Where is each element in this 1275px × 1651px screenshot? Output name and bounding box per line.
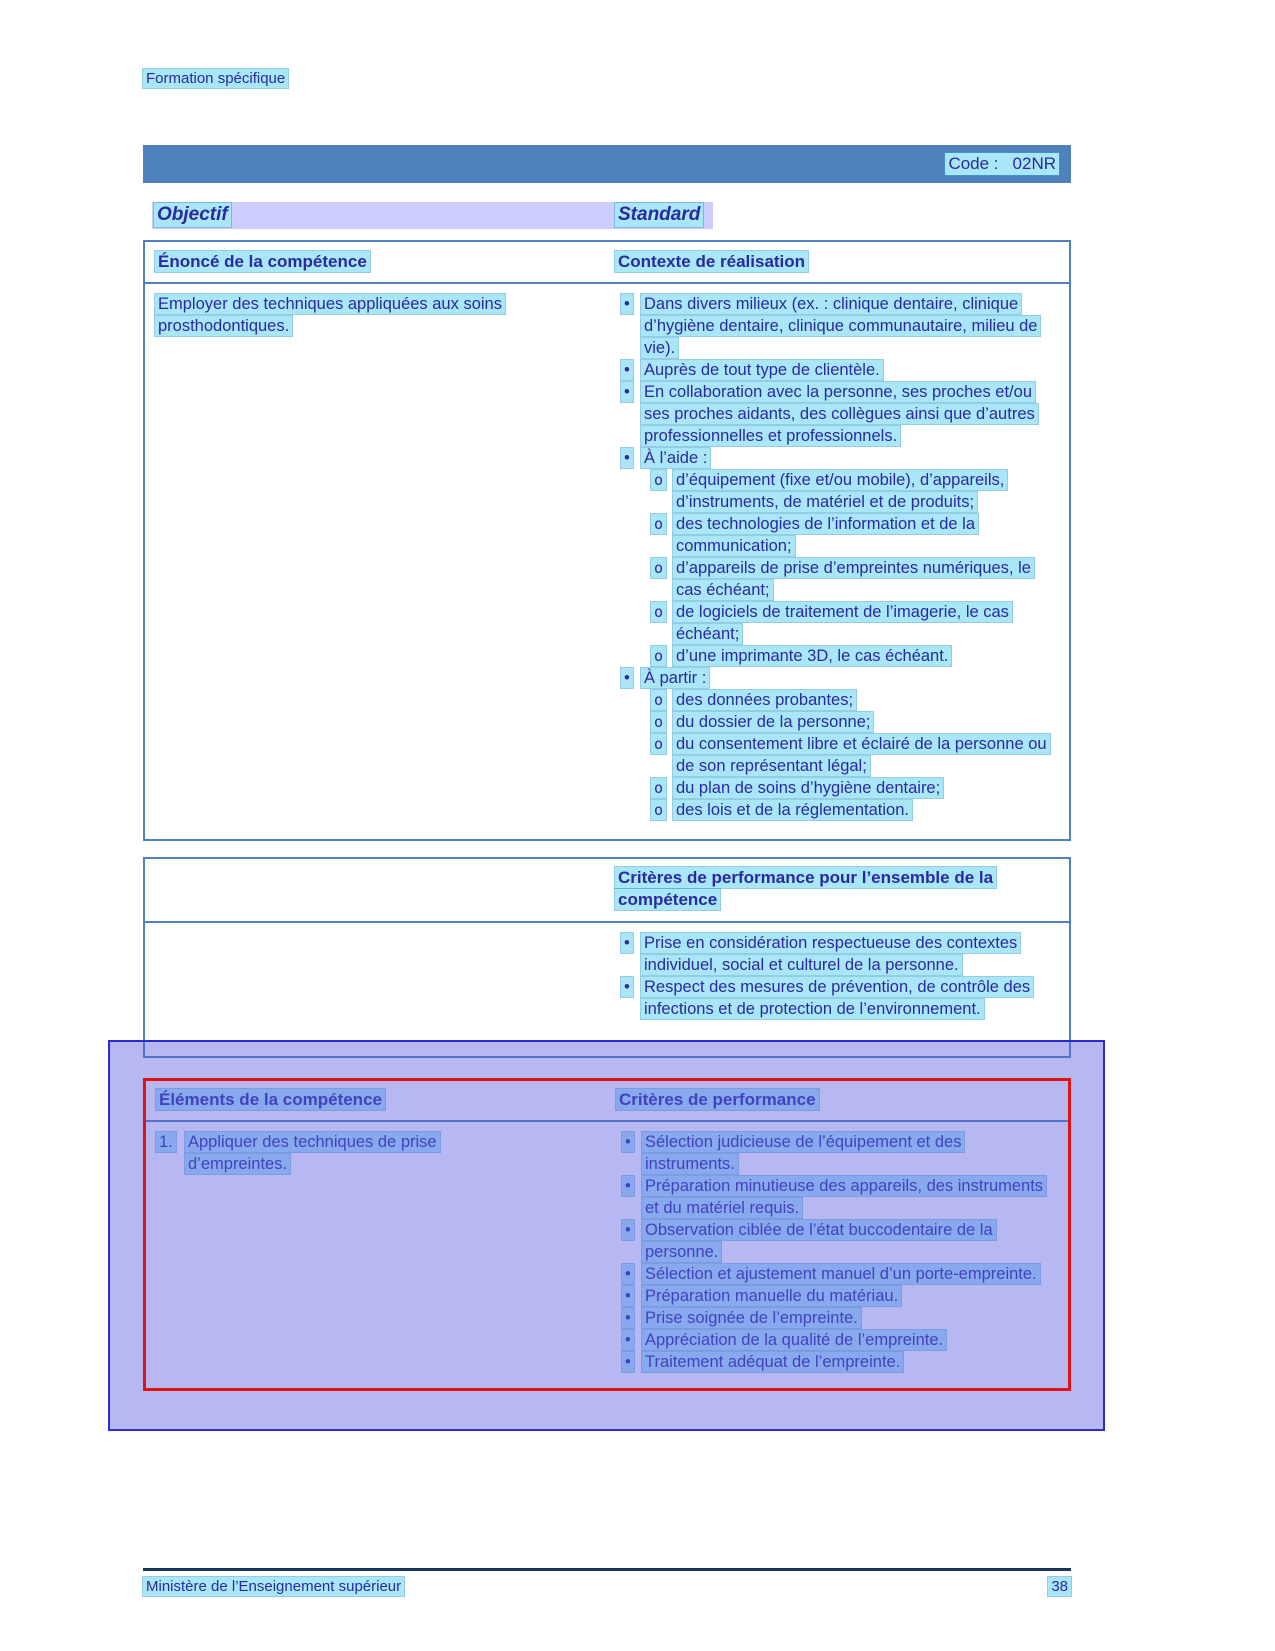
list-item-text: Dans divers milieux (ex. : clinique dentaire, clinique d’hygiène dentaire, clinique communautaire, milieu de vie). bbox=[641, 294, 1040, 358]
bullet-icon: • bbox=[615, 381, 641, 403]
list-item bbox=[615, 447, 1053, 469]
list-item-text: En collaboration avec la personne, ses proches et/ou ses proches aidants, des collègues ainsi que d’autres professionnelles et professionnels. bbox=[641, 382, 1038, 446]
list-item bbox=[616, 1351, 1052, 1373]
col-header-contexte: Contexte de réalisation bbox=[615, 251, 808, 272]
bullet-icon: • bbox=[615, 359, 641, 381]
list-item-text: Préparation manuelle du matériau. bbox=[642, 1286, 901, 1306]
list-item-text: des lois et de la réglementation. bbox=[673, 800, 912, 820]
list-item bbox=[645, 733, 1053, 777]
list-item-text: Sélection judicieuse de l’équipement et des instruments. bbox=[642, 1132, 964, 1174]
element-item bbox=[156, 1131, 598, 1175]
list-item bbox=[645, 557, 1053, 601]
elements-table-body bbox=[146, 1122, 1068, 1373]
bullet-icon: • bbox=[616, 1219, 642, 1241]
list-item-text: du dossier de la personne; bbox=[673, 712, 873, 732]
objectif-heading: Objectif bbox=[154, 203, 231, 227]
performance-criteria-body bbox=[145, 923, 1069, 1020]
performance-criteria-table bbox=[143, 857, 1071, 1058]
footer-page-number: 38 bbox=[1048, 1577, 1071, 1596]
bullet-icon: • bbox=[616, 1263, 642, 1285]
bullet-icon: • bbox=[616, 1175, 642, 1197]
bullet-icon: • bbox=[615, 932, 641, 954]
list-item-text: Observation ciblée de l’état buccodentaire de la personne. bbox=[642, 1220, 996, 1262]
list-item bbox=[616, 1175, 1052, 1219]
circle-bullet-icon: o bbox=[645, 799, 673, 821]
circle-bullet-icon: o bbox=[645, 733, 673, 755]
bullet-icon: • bbox=[615, 667, 641, 689]
list-item-text: des technologies de l’information et de la communication; bbox=[673, 514, 978, 556]
competence-table bbox=[143, 240, 1071, 841]
list-item-text: Respect des mesures de prévention, de contrôle des infections et de protection de l’environnement. bbox=[641, 977, 1033, 1019]
list-item bbox=[645, 645, 1053, 667]
circle-bullet-icon: o bbox=[645, 601, 673, 623]
list-item bbox=[645, 513, 1053, 557]
col-header-elements: Éléments de la compétence bbox=[156, 1089, 385, 1110]
code-field bbox=[945, 153, 1059, 175]
list-item bbox=[616, 1263, 1052, 1285]
list-item-text: Prise soignée de l’empreinte. bbox=[642, 1308, 861, 1328]
contexte-list bbox=[615, 293, 1053, 821]
section-label-text: Formation spécifique bbox=[143, 69, 288, 88]
list-item bbox=[616, 1329, 1052, 1351]
bullet-icon: • bbox=[615, 976, 641, 998]
list-item-text: des données probantes; bbox=[673, 690, 856, 710]
bullet-icon: • bbox=[616, 1131, 642, 1153]
list-item-text: À l’aide : bbox=[641, 448, 710, 468]
page-footer bbox=[143, 1568, 1071, 1596]
performance-criteria-header bbox=[145, 859, 1069, 923]
bullet-icon: • bbox=[615, 447, 641, 469]
element-text: Appliquer des techniques de prise d’empreintes. bbox=[185, 1132, 440, 1174]
bullet-icon: • bbox=[616, 1307, 642, 1329]
list-item bbox=[615, 381, 1053, 447]
bullet-icon: • bbox=[616, 1351, 642, 1373]
list-item bbox=[616, 1307, 1052, 1329]
list-item bbox=[615, 667, 1053, 689]
circle-bullet-icon: o bbox=[645, 469, 673, 491]
code-banner bbox=[143, 145, 1071, 183]
list-item bbox=[645, 777, 1053, 799]
list-item-text: du plan de soins d’hygiène dentaire; bbox=[673, 778, 943, 798]
list-item bbox=[645, 689, 1053, 711]
circle-bullet-icon: o bbox=[645, 557, 673, 579]
competence-statement: Employer des techniques appliquées aux soins prosthodontiques. bbox=[155, 294, 505, 336]
competence-table-header bbox=[145, 242, 1069, 284]
list-item-text: Prise en considération respectueuse des contextes individuel, social et culturel de la personne. bbox=[641, 933, 1020, 975]
list-item bbox=[645, 469, 1053, 513]
criteres-list bbox=[616, 1131, 1052, 1373]
list-item bbox=[615, 359, 1053, 381]
bullet-icon: • bbox=[616, 1329, 642, 1351]
code-value: 02NR bbox=[1012, 154, 1056, 173]
circle-bullet-icon: o bbox=[645, 777, 673, 799]
list-item-text: de logiciels de traitement de l’imagerie, le cas échéant; bbox=[673, 602, 1012, 644]
competence-table-body bbox=[145, 284, 1069, 821]
elements-table bbox=[143, 1078, 1071, 1391]
list-item bbox=[616, 1219, 1052, 1263]
col-header-enonce: Énoncé de la compétence bbox=[155, 251, 370, 272]
circle-bullet-icon: o bbox=[645, 513, 673, 535]
list-item-text: Sélection et ajustement manuel d’un porte-empreinte. bbox=[642, 1264, 1040, 1284]
list-item-text: Appréciation de la qualité de l’empreinte. bbox=[642, 1330, 946, 1350]
circle-bullet-icon: o bbox=[645, 689, 673, 711]
elements-table-header bbox=[146, 1081, 1068, 1122]
list-item bbox=[615, 976, 1053, 1020]
circle-bullet-icon: o bbox=[645, 645, 673, 667]
list-item bbox=[645, 711, 1053, 733]
list-item bbox=[616, 1285, 1052, 1307]
list-item-text: d’une imprimante 3D, le cas échéant. bbox=[673, 646, 951, 666]
footer-ministry: Ministère de l’Enseignement supérieur bbox=[143, 1577, 404, 1596]
circle-bullet-icon: o bbox=[645, 711, 673, 733]
section-label bbox=[143, 70, 288, 87]
list-item bbox=[615, 932, 1053, 976]
list-item-text: Préparation minutieuse des appareils, des instruments et du matériel requis. bbox=[642, 1176, 1046, 1218]
list-item-text: Auprès de tout type de clientèle. bbox=[641, 360, 883, 380]
list-item bbox=[645, 799, 1053, 821]
list-item-text: Traitement adéquat de l’empreinte. bbox=[642, 1352, 903, 1372]
col-header-criteres: Critères de performance bbox=[616, 1089, 819, 1110]
code-label: Code : bbox=[948, 154, 999, 173]
standard-heading: Standard bbox=[615, 203, 703, 227]
objectif-standard-band bbox=[152, 202, 713, 229]
list-item bbox=[615, 293, 1053, 359]
bullet-icon: • bbox=[615, 293, 641, 315]
list-item-text: d’appareils de prise d’empreintes numériques, le cas échéant; bbox=[673, 558, 1034, 600]
list-item-text: du consentement libre et éclairé de la personne ou de son représentant légal; bbox=[673, 734, 1050, 776]
list-item bbox=[645, 601, 1053, 645]
criteres-ensemble-heading: Critères de performance pour l’ensemble de la compétence bbox=[615, 867, 996, 910]
list-item bbox=[616, 1131, 1052, 1175]
list-item-text: d’équipement (fixe et/ou mobile), d’appareils, d’instruments, de matériel et de produits; bbox=[673, 470, 1007, 512]
bullet-icon: • bbox=[616, 1285, 642, 1307]
element-number: 1. bbox=[156, 1131, 185, 1153]
list-item-text: À partir : bbox=[641, 668, 709, 688]
criteres-ensemble-list bbox=[615, 932, 1053, 1020]
